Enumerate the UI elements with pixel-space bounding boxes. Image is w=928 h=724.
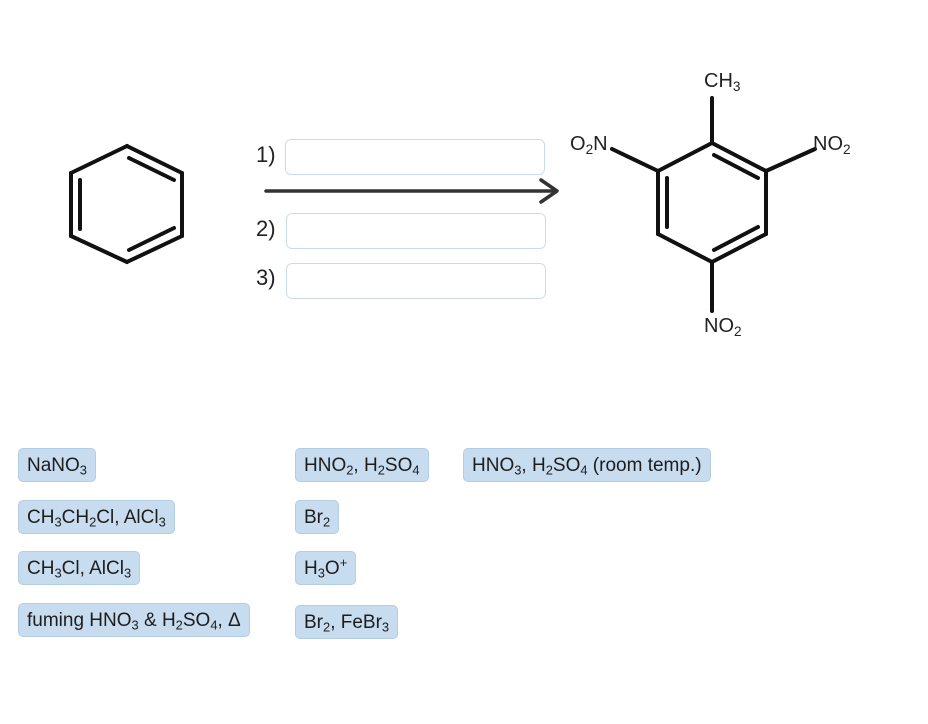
benzene-bond xyxy=(127,236,182,262)
reagent-nano3[interactable]: NaNO$_3$ xyxy=(18,448,96,482)
step-3-label: 3) xyxy=(256,265,276,290)
reagent-hno3-h2so4-room-temp[interactable]: $HNO_3$, $H_2SO_4$ (room temp.) xyxy=(463,448,711,482)
benzene-double-bond xyxy=(129,228,174,250)
step-2-drop-slot[interactable] xyxy=(286,213,546,249)
benzene-double-bond xyxy=(129,158,174,180)
benzene-bond xyxy=(127,146,182,173)
right-nitro-label: $NO_2$ xyxy=(813,133,851,157)
benzene-bond xyxy=(71,146,127,173)
step-1-label: 1) xyxy=(256,142,276,167)
reagent-br2[interactable]: $Br_2$ xyxy=(295,500,339,534)
reagent-ch3ch2cl-alcl3[interactable]: $CH_3CH_2Cl$, AlCl$_3$ xyxy=(18,500,175,534)
step-2-label: 2) xyxy=(256,216,276,241)
right-nitro-bond xyxy=(766,149,815,171)
bottom-nitro-label: $NO_2$ xyxy=(704,315,742,339)
reagent-hno2-h2so4[interactable]: $HNO_2$, $H_2SO_4$ xyxy=(295,448,429,482)
reagent-ch3cl-alcl3[interactable]: $CH_3Cl$, AlCl$_3$ xyxy=(18,551,140,585)
reagent-fuming-hno3-h2so4-heat[interactable]: fuming $HNO_3$ & $H_2SO_4$, Δ xyxy=(18,603,250,637)
reaction-arrow xyxy=(266,180,557,202)
tnt-structure xyxy=(612,98,815,311)
reagent-br2-febr3[interactable]: $Br_2$, FeBr$_3$ xyxy=(295,605,398,639)
left-nitro-label: $O_2N$ xyxy=(570,133,608,157)
reagent-h3o-plus[interactable]: $H_3O^+$ xyxy=(295,551,356,585)
left-nitro-bond xyxy=(612,149,658,171)
step-3-drop-slot[interactable] xyxy=(286,263,546,299)
methyl-label: $CH_3$ xyxy=(704,70,741,94)
step-1-drop-slot[interactable] xyxy=(285,139,545,175)
benzene-bond xyxy=(71,236,127,262)
